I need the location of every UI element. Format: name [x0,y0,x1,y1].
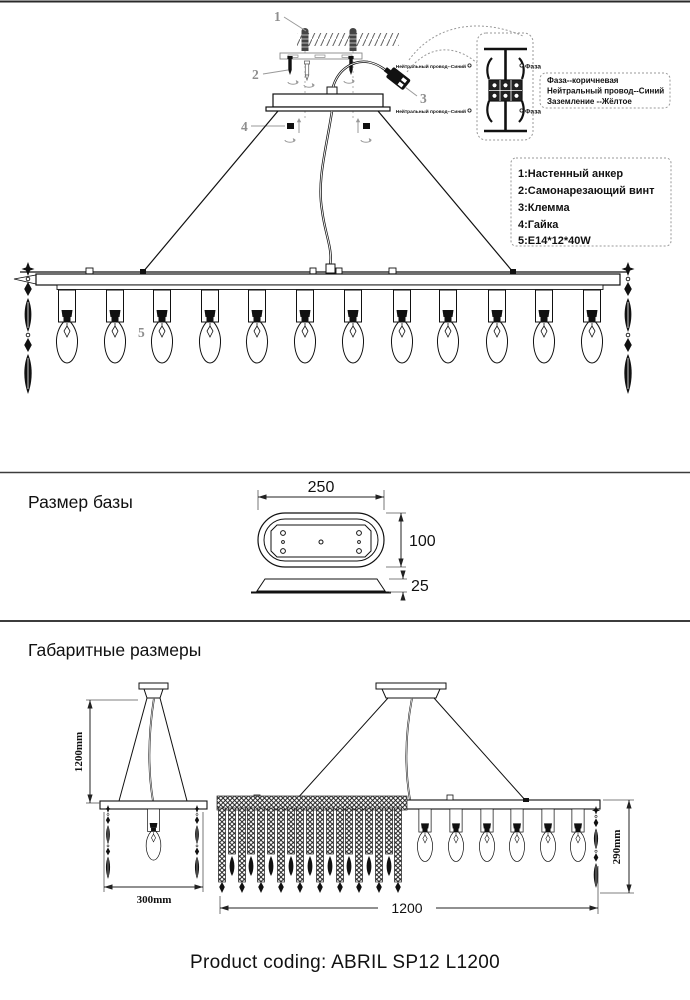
candle-bulb [533,290,554,363]
candle-bulb [56,290,77,363]
base-width-value: 250 [307,479,335,496]
legend-item: 2:Самонарезающий винт [518,185,655,197]
base-size-title: Размер базы [28,492,133,512]
legend-item: 1:Настенный анкер [518,168,624,180]
drop-height-dimension [73,700,138,803]
chandelier-front-view [14,262,635,394]
body-height-dimension [600,800,634,893]
rotate-arrow-icon [285,138,296,142]
terminal-block [489,80,522,101]
base-height-dimension [389,571,429,600]
candle-bulb [246,290,267,363]
wall-anchor [302,28,309,51]
self-tapping-screw [287,56,292,75]
wire-color-line: Заземление --Жёлтое [547,97,632,106]
side-view-drawing [100,683,207,879]
up-arrow-icon [297,118,301,133]
base-width-dimension [258,479,384,510]
legend-box [511,158,671,247]
end-crystal-chain [193,805,200,879]
up-arrow-icon [356,118,360,133]
candle-bulb [151,290,172,363]
neutral-wire-label-bottom: Нейтральный провод--Синий [395,110,466,115]
callout-1: 1 [274,9,281,24]
rotate-arrow-icon [304,83,315,87]
wire-color-line: Нейтральный провод--Синий [547,86,665,96]
base-height-value: 25 [411,578,429,595]
wiring-diagram [396,33,542,140]
front-view-drawing [217,683,600,893]
drop-height-value: 1200mm [73,731,85,773]
end-crystal-chain [104,805,111,879]
nut [363,123,370,129]
candle-bulb [342,290,363,363]
base-top-view [258,513,384,567]
ceiling-canopy [266,87,390,111]
callout-4: 4 [241,119,248,134]
rotate-arrow-icon [361,138,372,142]
center-cord [321,111,332,266]
phase-label-bottom: Фаза [525,108,542,116]
body-height-value: 290mm [611,829,623,865]
candle-bulb [509,809,524,862]
wire-color-line: Фаза--коричневая [547,76,619,85]
legend-item: 5:E14*12*40W [518,235,591,247]
candle-bulb [448,809,463,862]
base-depth-dimension [386,513,436,567]
candle-bulb [146,809,161,860]
side-width-value: 300mm [136,894,172,906]
candle-bulb [199,290,220,363]
candle-bulb [570,809,585,862]
overall-size-section [28,640,634,916]
callout-2: 2 [252,67,259,82]
base-depth-value: 100 [409,533,436,550]
product-coding-text: Product coding: ABRIL SP12 L1200 [190,952,500,973]
candle-bulb [486,290,507,363]
callout-3: 3 [420,91,427,106]
candle-bulb [437,290,458,363]
candle-bulb [540,809,555,862]
candle-bulb [104,290,125,363]
nut [287,123,294,129]
ceiling-hatch [297,33,399,46]
wire-colors-box [540,73,670,108]
rotate-arrow-icon [288,80,299,84]
length-dimension [220,866,598,916]
candle-bulb [417,809,432,862]
callout-5: 5 [138,325,145,340]
installation-diagram [14,9,671,394]
rotate-arrow-icon [344,79,355,83]
candle-bulb [479,809,494,862]
phase-label-top: Фаза [525,63,542,71]
legend-item: 3:Клемма [518,202,570,214]
candle-bulb [294,290,315,363]
power-cord-to-terminal [333,62,391,87]
end-crystal-chain [592,806,600,888]
base-size-section [28,479,436,600]
legend-item: 4:Гайка [518,219,559,231]
neutral-wire-label-top: Нейтральный провод--Синий [395,65,466,70]
end-crystal-chain [622,262,635,394]
candle-bulb [581,290,602,363]
crystal-curtain [217,796,407,893]
overall-size-title: Габаритные размеры [28,640,202,660]
base-side-view [251,579,391,593]
candle-bulb [391,290,412,363]
length-value: 1200 [391,900,423,916]
wall-anchor [350,28,357,51]
